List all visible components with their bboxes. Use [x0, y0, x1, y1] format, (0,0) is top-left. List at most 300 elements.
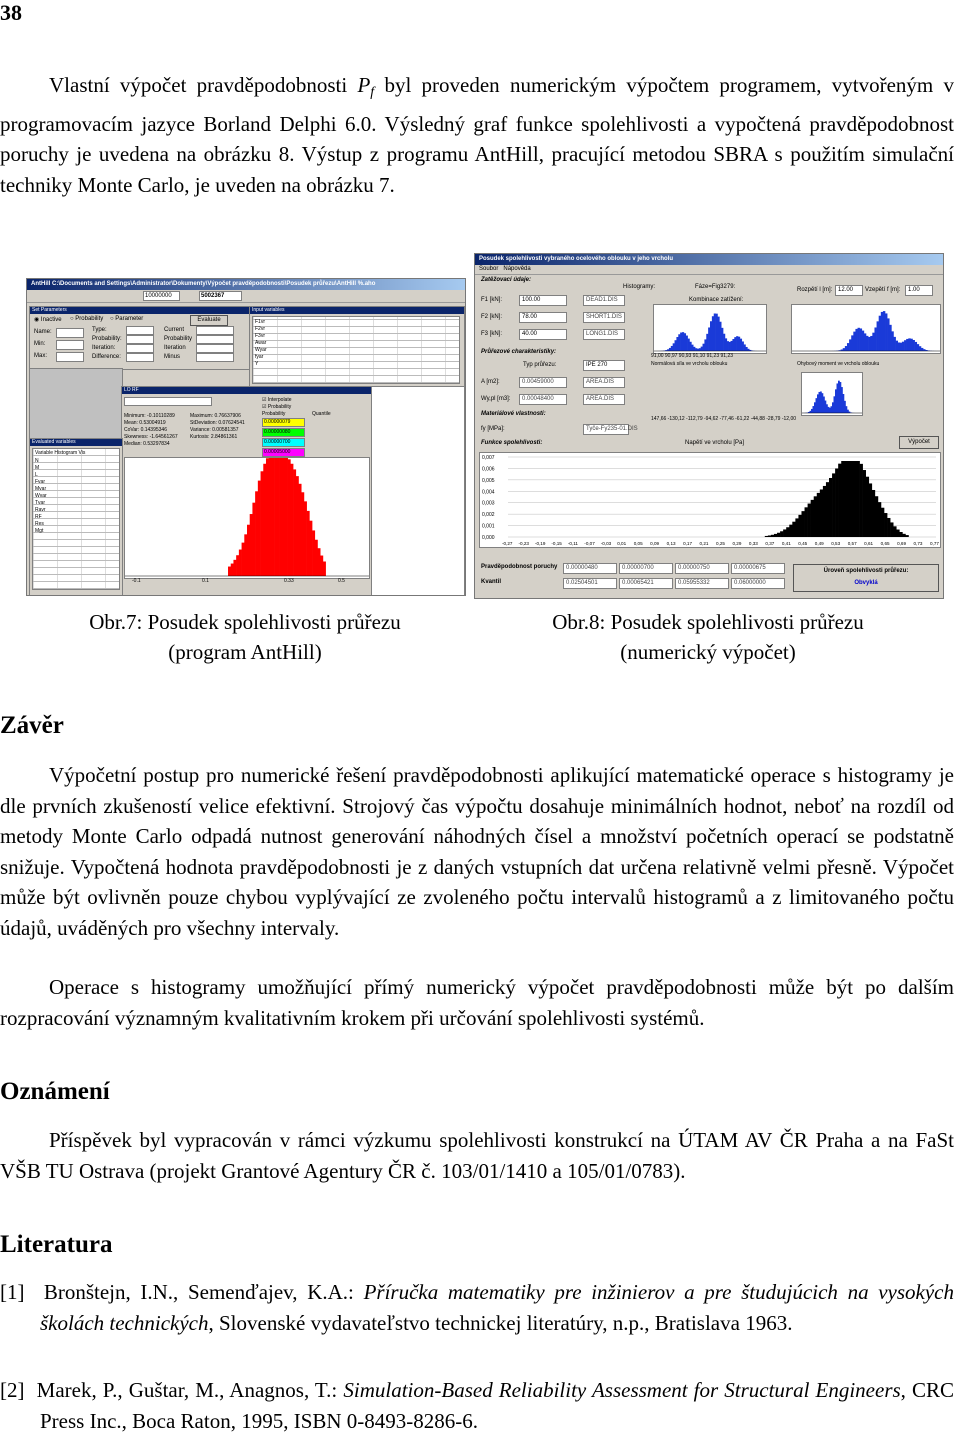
x-tick-label: -0,11 — [567, 541, 578, 546]
interpolate-checkbox[interactable]: ☑ Interpolate — [262, 397, 292, 403]
input-variable-row: F3vr — [255, 333, 265, 339]
reliability-bar — [902, 534, 905, 537]
stats-column-2 — [190, 413, 245, 441]
evaluated-variable-row: N — [35, 458, 39, 464]
set-parameters-title: Set Parameters — [30, 307, 250, 314]
evaluated-variable-row: RF — [35, 514, 42, 520]
red-histogram-bar — [244, 534, 247, 576]
reliability-bar — [838, 464, 841, 537]
reliability-bar — [771, 535, 774, 537]
reliability-bar — [786, 527, 789, 537]
y-tick-label: 0,003 — [482, 500, 495, 507]
moment-bar — [864, 333, 866, 351]
red-histogram-bar — [323, 562, 326, 577]
moment-bar — [902, 342, 904, 351]
red-histogram-bar — [312, 530, 315, 576]
input-variables-grid — [252, 316, 460, 384]
prob-row-label: Pravděpodobnost poruchy — [481, 564, 558, 570]
red-histogram-bar — [317, 548, 320, 576]
reliability-bar — [805, 507, 808, 537]
reference-2-rest: , CRC Press Inc., Boca Raton, 1995, ISBN 0-8493-8286-6. — [40, 1378, 955, 1433]
moment-bar — [917, 344, 919, 351]
normal-force-bar — [693, 347, 695, 351]
label-probability-2: Probability — [164, 336, 193, 342]
moment-bar — [887, 318, 889, 351]
moment-bar — [904, 340, 906, 351]
x-tick-label: 0,13 — [666, 541, 676, 546]
reliability-bar — [823, 486, 826, 537]
reference-2 — [0, 1375, 954, 1436]
x-tick-label: 0,69 — [897, 541, 907, 546]
figure7-toolbar — [27, 290, 465, 303]
load-f2-file[interactable]: SHORT1.DIS — [583, 312, 625, 323]
normal-force-bar — [671, 346, 673, 351]
normal-force-bar — [680, 333, 682, 351]
red-histogram-bar — [296, 476, 299, 576]
y-tick-label: 0,007 — [482, 455, 495, 461]
w-file[interactable]: AREA.DIS — [583, 394, 625, 405]
moment-histogram-small — [801, 372, 863, 416]
red-histogram-bar — [228, 567, 231, 576]
x-tick-label: -0,03 — [600, 541, 612, 546]
normal-force-bar — [691, 345, 693, 351]
moment-bar — [855, 329, 857, 351]
red-histogram-bar — [304, 501, 307, 576]
prob-value: 0.00000675 — [731, 563, 785, 574]
normal-force-bar — [734, 337, 736, 351]
normal-force-bar — [719, 322, 721, 351]
iteration-field-2[interactable] — [196, 344, 234, 353]
prob-value: 0.00000480 — [563, 563, 617, 574]
load-f2-input[interactable]: 78.00 — [519, 312, 567, 323]
normal-force-bar — [729, 342, 731, 351]
intro-post: byl proveden numerickým výpočtem programem, vytvořeným v programovacím jazyce Borland Delphi 6.0. Výsledný graf funkce spolehlivosti a vypočtená pravděpodobnost poruchy je uvedena na obrázku 8. Výstup z programu AntHill, pracující metodou SBRA s použitím simulační techniky Monte Carlo, je uveden na obrázku 7. — [0, 73, 955, 197]
area-label: A [m2]: — [481, 379, 500, 385]
calc-button[interactable]: Výpočet — [899, 436, 939, 449]
span-label: Rozpětí l [m]: — [797, 287, 833, 293]
toolbar-field-2[interactable]: 5002367 — [199, 291, 242, 301]
normal-force-bar — [721, 328, 723, 351]
red-histogram-bar — [247, 525, 250, 576]
reliability-bar — [884, 513, 887, 537]
evaluated-variables-list — [35, 458, 47, 535]
normal-force-bar — [706, 334, 708, 351]
evaluated-variables-title: Evaluated variables — [30, 439, 122, 446]
reference-1-rest: , Slovenské vydavateľstvo technickej literatúry, n.p., Bratislava 1963. — [208, 1310, 793, 1335]
moment-bar — [921, 348, 923, 351]
input-variables-list — [255, 319, 267, 368]
histogram-select[interactable] — [124, 397, 212, 406]
normal-force-bar — [710, 321, 712, 351]
prob-value: 0.00000700 — [619, 563, 673, 574]
moment-bar — [908, 338, 910, 351]
input-variable-row: Awar — [255, 340, 267, 346]
reliability-bar — [826, 482, 829, 537]
material-header: Materiálové vlastnosti: — [481, 411, 546, 417]
probability-row: 0.00005000 — [262, 448, 305, 457]
level-label: Úroveň spolehlivosti průřezu: — [823, 568, 909, 574]
input-variable-row: F1vr — [255, 319, 265, 325]
label-min: Min: — [34, 341, 46, 347]
fy-file[interactable]: Tyče-Fy235-01.DIS — [583, 424, 629, 435]
reliability-bar — [878, 502, 881, 537]
input-variable-row: F2vr — [255, 326, 265, 332]
x-tick-label: 0,33 — [748, 541, 758, 546]
reliability-bar — [817, 493, 820, 537]
rise-input[interactable]: 1.00 — [905, 285, 933, 296]
quant-value: 0.06000000 — [731, 578, 785, 589]
moment-bar — [858, 328, 860, 351]
reliability-bar — [896, 530, 899, 537]
red-histogram-bar — [293, 469, 296, 576]
normal-force-bar — [689, 342, 691, 351]
normal-force-bar — [708, 327, 710, 351]
x-tick-label: 0,41 — [781, 541, 791, 546]
red-histogram-bar — [320, 556, 323, 576]
normal-force-bar — [736, 336, 738, 351]
name-field[interactable] — [56, 328, 84, 338]
histogram-window — [121, 386, 373, 596]
evaluated-variable-row: Mgt — [35, 528, 44, 534]
zaver-paragraph-1: Výpočetní postup pro numerické řešení pravděpodobnosti aplikující matematické operace s histogramy je dle prvních zkušeností velice efektivní. Strojový čas výpočtu dosahuje minimálních hodnot, neboť na rozdíl od metody Monte Carlo odpadá nutnost generování náhodných čísel a množství početních operací se podstatně snižuje. Vypočtená hodnota pravděpodobnosti je z daných vstupních dat určena relativně velmi přesně. Výpočet může být ovlivněn pouze chybou vyplývající ze zvoleného počtu intervalů histogramů a z limitovaného počtu údajů, uváděných pro všechny intervaly. — [0, 763, 954, 940]
reliability-bar — [829, 478, 832, 537]
red-histogram-bar — [309, 521, 312, 576]
x-tick-label: 0,49 — [814, 541, 824, 546]
normal-force-bar — [714, 314, 716, 352]
moment-bar — [868, 337, 870, 351]
reliability-bar — [860, 464, 863, 537]
red-histogram-bar — [250, 514, 253, 576]
red-histogram-bar — [299, 484, 302, 576]
reference-1-number: [1] — [0, 1280, 25, 1304]
normal-force-bar — [695, 348, 697, 351]
normal-force-bar — [688, 339, 690, 351]
normal-force-bar — [703, 344, 705, 351]
stat-row: Kurtosis: 2.84861361 — [190, 434, 238, 440]
red-histogram-bar — [307, 511, 310, 576]
profile-label: Typ průřezu: — [523, 362, 557, 368]
oznameni-heading: Oznámení — [0, 1078, 110, 1105]
figure8-caption — [474, 607, 942, 667]
normal-force-bar — [717, 317, 719, 351]
load-f3-input[interactable]: 40.00 — [519, 329, 567, 340]
evaluate-button[interactable]: Evaluate — [190, 315, 228, 326]
combo-label: Kombinace zatížení: — [689, 297, 744, 303]
reliability-bar — [835, 469, 838, 537]
menu-soubor[interactable]: Soubor — [479, 266, 499, 272]
toolbar-field-1[interactable]: 10000000 — [143, 291, 180, 301]
span-input[interactable]: 12.00 — [835, 285, 863, 296]
red-histogram-bar — [315, 540, 318, 576]
radio-parameter[interactable]: ○ Parameter — [110, 316, 144, 322]
figure7-screenshot — [26, 278, 466, 596]
red-histogram-bar — [282, 457, 285, 576]
x-tick-label: 0,73 — [913, 541, 923, 546]
moment-bar — [906, 339, 908, 351]
min-field[interactable] — [56, 340, 84, 350]
right-empty-panel — [371, 386, 465, 596]
figure8-menubar — [475, 265, 943, 275]
normal-force-bar — [673, 343, 675, 351]
x-tick-label: 0,77 — [930, 541, 939, 546]
reliability-bar — [875, 496, 878, 537]
moment-bar — [896, 341, 898, 351]
moment-ticks: 147,66 -130,12 -112,79 -94,62 -77,46 -61,22 -44,88 -28,79 -12,00 — [651, 416, 797, 422]
moment-caption: Ohybový moment ve vrcholu oblouku — [797, 361, 880, 367]
label-current: Current — [164, 327, 185, 333]
reliability-bar — [814, 496, 817, 537]
y-tick-label: 0,001 — [482, 523, 495, 530]
probability-checkbox[interactable]: ☑ Probability — [262, 404, 292, 410]
radio-inactive[interactable]: ◉ Inactive — [34, 317, 62, 323]
reliability-bar — [811, 500, 814, 537]
x-tick-label: -0,23 — [518, 541, 529, 546]
load-f3-file[interactable]: LONG1.DIS — [583, 329, 625, 340]
load-f2-label: F2 [kN]: — [481, 314, 503, 320]
input-variable-row: fyar — [255, 354, 264, 360]
x-tick-label: -0,07 — [584, 541, 595, 546]
normal-force-bar — [684, 333, 686, 351]
menu-napoveda[interactable]: Nápověda — [503, 266, 531, 272]
intro-pre: Vlastní výpočet pravděpodobnosti — [49, 73, 348, 97]
func-header: Funkce spolehlivosti: — [481, 440, 543, 446]
reference-2-number: [2] — [0, 1378, 25, 1402]
reliability-bar — [777, 533, 780, 537]
red-axis-tick: 0.33 — [284, 578, 294, 584]
y-tick-label: 0,005 — [482, 477, 495, 484]
moment-bar — [845, 346, 847, 351]
reliability-bar — [850, 461, 853, 537]
normal-force-bar — [731, 341, 733, 351]
figure7-caption — [26, 607, 464, 667]
red-axis-tick: -0.1 — [132, 578, 141, 584]
reliability-bar — [808, 504, 811, 537]
red-histogram-bar — [252, 503, 255, 576]
y-tick-label: 0,004 — [482, 489, 495, 496]
reliability-bar — [832, 473, 835, 537]
reliability-bar — [866, 477, 869, 537]
x-tick-label: -0,19 — [534, 541, 546, 546]
red-histogram-bar — [261, 471, 264, 576]
normal-force-bar — [699, 348, 701, 351]
moment-bar — [913, 340, 915, 351]
normal-force-bar — [686, 336, 688, 351]
input-variables-title: Input variables — [250, 307, 464, 314]
reliability-bar — [795, 518, 798, 537]
red-histogram-bar — [255, 491, 258, 576]
stat-row: Maximum: 0.76637906 — [190, 413, 241, 419]
moment-bar — [885, 313, 887, 351]
red-histogram-bar — [269, 457, 272, 576]
load-header: Zatěžovací údaje: — [481, 277, 532, 283]
moment-bar — [851, 335, 853, 351]
load-f1-label: F1 [kN]: — [481, 297, 503, 303]
moment-bar — [874, 327, 876, 351]
probability-row: 0.00000080 — [262, 428, 305, 437]
evaluated-variable-row: Ravr — [35, 507, 46, 513]
x-tick-label: 0,65 — [880, 541, 890, 546]
load-f1-input[interactable]: 100.00 — [519, 295, 567, 306]
evaluated-variable-row: Tvar — [35, 500, 45, 506]
difference-field[interactable] — [126, 353, 154, 362]
x-tick-label: 0,61 — [864, 541, 874, 546]
moment-bar — [893, 337, 895, 351]
normal-force-bar — [678, 334, 680, 351]
normal-caption: Normálová síla ve vrcholu oblouku — [651, 361, 728, 367]
reliability-bar — [881, 508, 884, 537]
reliability-bar — [792, 522, 795, 537]
type-field[interactable] — [126, 326, 154, 335]
w-value[interactable]: 0.00048400 — [519, 394, 567, 405]
red-axis-tick: 0.5 — [338, 578, 345, 584]
normal-force-bar — [747, 349, 749, 351]
moment-bar — [860, 328, 862, 351]
red-histogram — [124, 457, 370, 579]
evaluated-variables-grid — [32, 448, 120, 590]
red-histogram-bar — [288, 459, 291, 576]
moment-bar — [898, 342, 900, 351]
reference-2-title: Simulation-Based Reliability Assessment for Structural Engineers — [343, 1378, 901, 1402]
red-histogram-bar — [280, 457, 283, 576]
normal-force-bar — [697, 349, 699, 351]
col-quantile: Quantile — [312, 411, 331, 417]
normal-force-bar — [742, 341, 744, 351]
normal-force-bar — [712, 316, 714, 351]
section-header: Průřezové charakteristiky: — [481, 349, 557, 355]
moment-bar — [915, 342, 917, 351]
reliability-bar — [774, 534, 777, 537]
load-f1-file[interactable]: DEAD1.DIS — [583, 295, 625, 306]
reliability-bar — [869, 483, 872, 537]
probability-row: 0.00000079 — [262, 418, 305, 427]
reference-1 — [0, 1277, 954, 1338]
x-tick-label: 0,53 — [831, 541, 841, 546]
reference-1-authors: Bronštejn, I.N., Semenďajev, K.A.: — [43, 1280, 354, 1304]
histogram-window-title: LO RF — [122, 387, 372, 394]
x-tick-label: 0,45 — [798, 541, 808, 546]
x-tick-label: 0,17 — [683, 541, 693, 546]
figure8-screenshot — [474, 253, 944, 599]
prob-value: 0.00000750 — [675, 563, 729, 574]
reliability-bar — [783, 529, 786, 537]
normal-force-bar — [682, 332, 684, 351]
evaluated-variables-header: Variable Histogram Vis — [35, 450, 86, 456]
rise-label: Vzepětí f [m]: — [865, 287, 901, 293]
reliability-bar — [899, 532, 902, 537]
area-value[interactable]: 0.00459000 — [519, 377, 567, 388]
reference-2-authors: Marek, P., Guštar, M., Anagnos, T.: — [36, 1378, 338, 1402]
y-tick-label: 0,000 — [482, 535, 495, 541]
reliability-bar — [890, 522, 893, 537]
max-field[interactable] — [56, 352, 84, 362]
moment-bar — [881, 312, 883, 351]
figure7-caption-line2: (program AntHill) — [168, 640, 322, 664]
profile-select[interactable]: IPE 270 — [583, 360, 625, 371]
evaluated-variable-row: Wvar — [35, 493, 47, 499]
moment-bar — [870, 336, 872, 351]
current-field[interactable] — [196, 326, 234, 335]
red-axis-tick: 0.1 — [202, 578, 209, 584]
minus-field[interactable] — [196, 353, 234, 362]
red-histogram-bar — [236, 555, 239, 576]
evaluated-variable-row: Fvar — [35, 479, 45, 485]
label-iteration-2: Iteration — [164, 345, 186, 351]
stat-row: Variance: 0.00581357 — [190, 427, 239, 433]
normal-force-bar — [740, 339, 742, 351]
probability-field[interactable] — [126, 335, 154, 344]
stat-row: Median: 0.53297834 — [124, 441, 170, 447]
evaluated-variable-row: M — [35, 465, 40, 471]
input-variable-row: Wyar — [255, 347, 267, 353]
quant-value: 0.02504501 — [563, 578, 617, 589]
iteration-field[interactable] — [126, 344, 154, 353]
histogramy-label: Histogramy: — [623, 284, 656, 290]
label-type: Type: — [92, 327, 107, 333]
normal-force-bar — [732, 339, 734, 351]
moment-bar — [847, 343, 849, 351]
moment-bar — [877, 321, 879, 351]
load-f3-label: F3 [kN]: — [481, 331, 503, 337]
reference-1-title: Příručka matematiky pre inžinierov a pre študujúcich na vysokých školách technických — [40, 1280, 955, 1335]
red-histogram-ticks — [124, 578, 368, 586]
reliability-bar — [789, 525, 792, 537]
set-parameters-window — [29, 306, 251, 370]
probability-rows — [262, 418, 305, 458]
evaluated-variable-row: Res — [35, 521, 44, 527]
intro-paragraph — [0, 70, 954, 200]
moment-bar — [900, 343, 902, 351]
normal-force-bar — [704, 339, 706, 351]
moment-bar — [891, 331, 893, 351]
input-variable-row: Y — [255, 361, 259, 367]
figure7-caption-line1: Obr.7: Posudek spolehlivosti průřezu — [89, 610, 401, 634]
moment-bar — [883, 311, 885, 351]
red-histogram-bar — [242, 543, 245, 576]
probability-field-2[interactable] — [196, 335, 234, 344]
reliability-level-box — [793, 564, 939, 592]
red-histogram-bar — [239, 550, 242, 576]
x-tick-label: 0,29 — [732, 541, 742, 546]
label-name: Name: — [34, 329, 52, 335]
normal-force-bar — [675, 340, 677, 351]
radio-probability[interactable]: ○ Probability — [70, 316, 104, 322]
oznameni-paragraph: Příspěvek byl vypracován v rámci výzkumu spolehlivosti konstrukcí na ÚTAM AV ČR Praha a na FaSt VŠB TU Ostrava (projekt Grantové Agentury ČR č. 103/01/1410 a 105/01/0783). — [0, 1128, 954, 1183]
reliability-bar — [841, 461, 844, 537]
label-difference: Difference: — [92, 354, 121, 360]
reliability-bar — [853, 461, 856, 537]
red-histogram-bar — [301, 492, 304, 576]
reliability-bar — [893, 526, 896, 537]
moment-bar — [862, 331, 864, 351]
normal-force-bar — [676, 337, 678, 351]
quant-value: 0.05955332 — [675, 578, 729, 589]
moment-histogram — [791, 304, 941, 354]
x-tick-label: 0,21 — [699, 541, 709, 546]
reliability-bar — [798, 515, 801, 537]
pf-symbol: $P_f$ — [357, 73, 375, 100]
normal-force-bar — [725, 338, 727, 351]
red-histogram-bar — [277, 457, 280, 576]
stats-column-1 — [124, 413, 178, 448]
reliability-bar — [872, 490, 875, 537]
x-tick-label: 0,57 — [847, 541, 857, 546]
zaver-paragraph-2: Operace s histogramy umožňující přímý numerický výpočet pravděpodobnosti může být po dalším rozpracování významným kvalitativním krokem při určování spolehlivosti systémů. — [0, 975, 954, 1030]
stat-row: StDeviation: 0.07624541 — [190, 420, 245, 426]
red-histogram-bar — [290, 464, 293, 576]
area-file[interactable]: AREA.DIS — [583, 377, 625, 388]
normal-force-bar — [723, 334, 725, 351]
empty-panel — [29, 368, 123, 440]
